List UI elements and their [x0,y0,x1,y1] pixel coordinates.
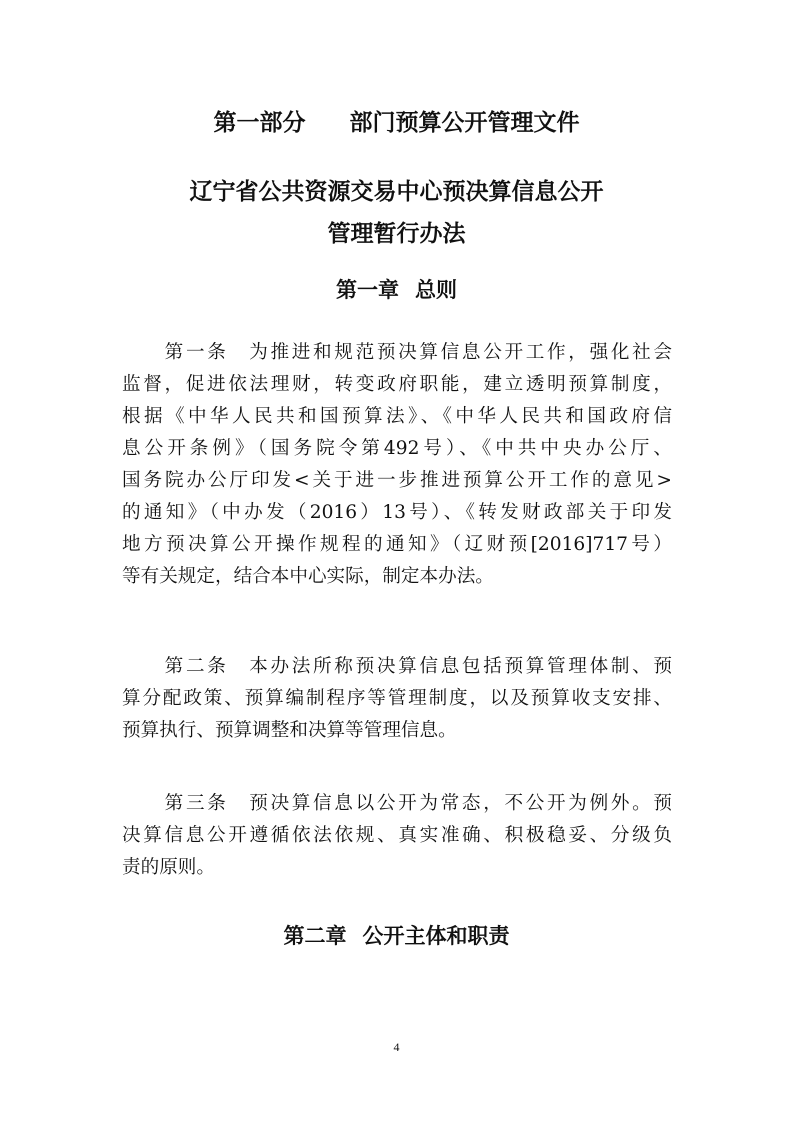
article-line: 的通知》（中办发（2016）13号）、《转发财政部关于印发 [122,502,672,523]
chapter-heading [0,274,793,304]
article-line: 息公开条例》（国务院令第492号）、《中共中央办公厅、 [122,438,672,459]
article-line: 监督，促进依法理财，转变政府职能，建立透明预算制度， [122,374,672,395]
chapter-number: 第一章 [336,278,399,302]
chapter-name: 总则 [415,278,457,302]
article-2 [122,651,672,747]
part-title [0,104,793,137]
article-line: 算分配政策、预算编制程序等管理制度，以及预算收支安排、 [122,688,672,709]
article-3 [122,788,672,884]
article-label: 第一条 [162,342,229,363]
article-line: 第二条 本办法所称预决算信息包括预算管理体制、预 [162,656,672,677]
chapter-number: 第二章 [283,924,347,948]
article-line: 责的原则。 [122,857,215,878]
article-line: 国务院办公厅印发<关于进一步推进预算公开工作的意见> [122,470,672,491]
part-number: 第一部分 [213,110,306,136]
article-line: 决算信息公开遵循依法依规、真实准确、积极稳妥、分级负 [122,825,672,846]
article-1 [122,337,672,593]
chapter-heading [0,920,793,950]
chapter-name: 公开主体和职责 [362,924,510,948]
part-name: 部门预算公开管理文件 [349,110,580,136]
article-line: 预算执行、预算调整和决算等管理信息。 [122,720,457,741]
page-number: 4 [393,1040,400,1054]
article-line: 第一条 为推进和规范预决算信息公开工作，强化社会 [162,342,672,363]
article-line: 第三条 预决算信息以公开为常态，不公开为例外。预 [162,793,672,814]
document-title [0,171,793,255]
article-label: 第三条 [162,793,229,814]
article-label: 第二条 [162,656,229,677]
document-title-line-1: 辽宁省公共资源交易中心预决算信息公开 [189,179,604,205]
document-title-line-2: 管理暂行办法 [327,221,466,247]
article-line: 根据《中华人民共和国预算法》、《中华人民共和国政府信 [122,406,672,427]
article-line: 地方预决算公开操作规程的通知》（辽财预[2016]717号） [122,534,672,555]
article-line: 等有关规定，结合本中心实际，制定本办法。 [122,566,494,587]
